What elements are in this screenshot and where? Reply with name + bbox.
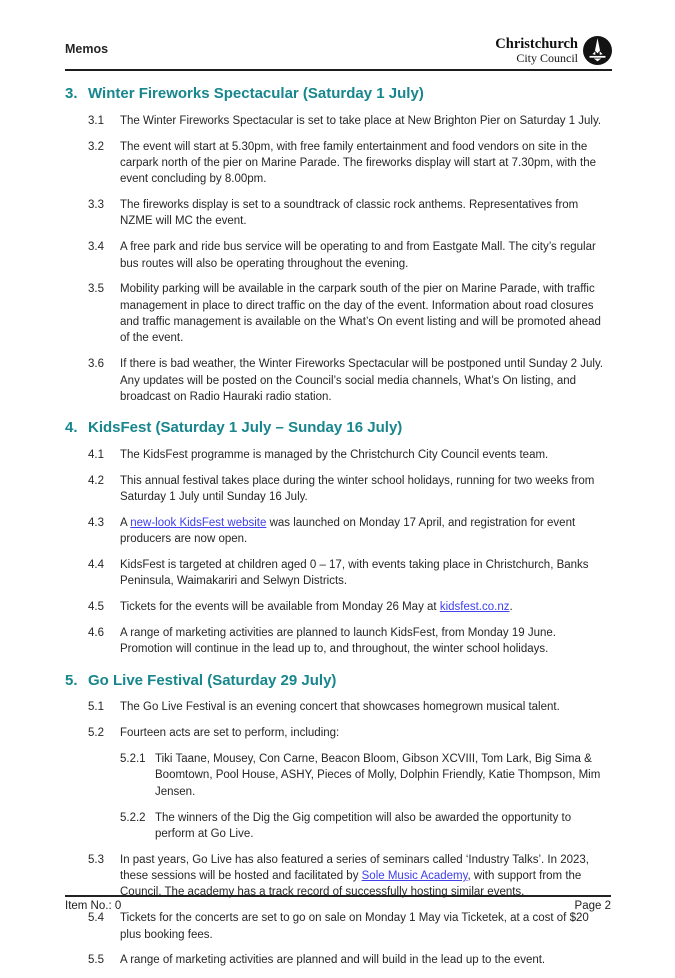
footer-item-number: Item No.: 0 xyxy=(65,900,122,912)
document-title: Memos xyxy=(65,42,109,56)
logo-line1: Christchurch xyxy=(495,35,578,52)
clause-5-2 xyxy=(88,725,611,842)
logo-line2: City Council xyxy=(516,50,578,65)
section-number: 4. xyxy=(65,419,78,437)
subclause-5-2-2 xyxy=(120,810,611,843)
clause-number: 3.2 xyxy=(88,140,104,153)
subclause-5-2-1 xyxy=(120,751,611,800)
clause-text-after: was launched on Monday 17 April, and registration for event producers are now open. xyxy=(120,516,576,546)
clause-number: 3.4 xyxy=(88,241,104,254)
clause-text: The Go Live Festival is an evening concert that showcases homegrown musical talent. xyxy=(120,701,560,714)
clause-number: 3.6 xyxy=(88,358,104,371)
section-heading-3 xyxy=(65,85,611,104)
clause-number: 3.3 xyxy=(88,199,104,212)
clause-text-before: In past years, Go Live has also featured a series of seminars called ‘Industry Talks’. In 2023, these sessions will be hosted and facilitated by xyxy=(120,853,589,883)
subclause-text: Tiki Taane, Mousey, Con Carne, Beacon Bloom, Gibson XCVIII, Tom Lark, Big Sima & Boomtown, Pool House, ASHY, Pieces of Molly, Dolphin Friendly, Katie Thompson, Mim Jensen. xyxy=(155,753,601,798)
clause-4-6 xyxy=(88,625,611,658)
council-emblem-icon xyxy=(583,36,612,65)
kidsfest-website-link[interactable]: new-look KidsFest website xyxy=(130,516,267,529)
clause-text xyxy=(120,852,611,901)
clause-number: 5.4 xyxy=(88,912,104,925)
clause-4-3 xyxy=(88,515,611,548)
section-heading-5 xyxy=(65,672,611,691)
subclause-number: 5.2.1 xyxy=(120,753,146,766)
clause-text: The fireworks display is set to a soundtrack of classic rock anthems. Representatives from NZME will MC the event. xyxy=(120,199,579,228)
clause-5-4 xyxy=(88,910,611,943)
clause-text: If there is bad weather, the Winter Fireworks Spectacular will be postponed until Sunday 2 July. Any updates will be posted on the Council’s social media channels, What’s On listing, and broadcast on Radio Hauraki radio station. xyxy=(120,358,604,403)
clause-number: 4.5 xyxy=(88,601,104,614)
section-title: Winter Fireworks Spectacular (Saturday 1 July) xyxy=(88,85,424,102)
subclause-number: 5.2.2 xyxy=(120,811,146,824)
clause-text: The Winter Fireworks Spectacular is set to take place at New Brighton Pier on Saturday 1 July. xyxy=(120,114,602,127)
clause-text xyxy=(120,725,611,842)
clause-5-5 xyxy=(88,952,611,968)
clause-text xyxy=(120,599,611,615)
clause-5-3 xyxy=(88,852,611,901)
clause-number: 4.3 xyxy=(88,516,104,529)
clause-number: 3.5 xyxy=(88,283,104,296)
clause-text: KidsFest is targeted at children aged 0 – 17, with events taking place in Christchurch, Banks Peninsula, Waimakariri and Selwyn Districts. xyxy=(120,559,589,588)
sole-music-academy-link[interactable]: Sole Music Academy xyxy=(361,870,468,883)
footer-page-number: Page 2 xyxy=(574,900,611,912)
clause-4-5 xyxy=(88,599,611,615)
clause-3-3 xyxy=(88,197,611,230)
clause-4-4 xyxy=(88,557,611,590)
clause-text-before: Fourteen acts are set to perform, including: xyxy=(120,727,340,740)
clause-text: The event will start at 5.30pm, with free family entertainment and food vendors on site in the carpark north of the pier on Marine Parade. The fireworks display will start at 7.30pm, with the event concluding by 8.00pm. xyxy=(120,140,596,186)
clause-3-6 xyxy=(88,356,611,405)
clause-3-4 xyxy=(88,239,611,272)
clause-3-1 xyxy=(88,113,611,129)
clause-number: 5.5 xyxy=(88,954,104,967)
clause-number: 4.6 xyxy=(88,627,104,640)
kidsfest-tickets-link[interactable]: kidsfest.co.nz xyxy=(439,601,510,614)
page-footer xyxy=(65,895,611,912)
memo-content xyxy=(65,71,611,978)
clause-5-1 xyxy=(88,699,611,715)
clause-text: Mobility parking will be available in the carpark south of the pier on Marine Parade, with traffic management in place to direct traffic on the day of the event. Information about road closures and traffic management is available on the What’s On event listing and will be promoted ahead of the event. xyxy=(120,283,601,345)
clause-text: Tickets for the concerts are set to go on sale on Monday 1 May via Ticketek, at a cost of $20 plus booking fees. xyxy=(120,912,589,941)
section-number: 5. xyxy=(65,671,78,689)
council-logo xyxy=(495,36,612,65)
clause-text-after: . xyxy=(509,601,513,614)
subclause-text: The winners of the Dig the Gig competition will also be awarded the opportunity to perform at Go Live. xyxy=(155,811,572,840)
clause-3-2 xyxy=(88,139,611,188)
clause-number: 5.2 xyxy=(88,727,104,740)
clause-number: 5.3 xyxy=(88,853,104,866)
clause-text: A range of marketing activities are planned and will build in the lead up to the event. xyxy=(120,954,546,967)
page-header xyxy=(65,0,612,71)
clause-number: 4.1 xyxy=(88,448,104,461)
council-logo-text xyxy=(495,37,578,65)
section-title: Go Live Festival (Saturday 29 July) xyxy=(88,671,337,689)
clause-text: A free park and ride bus service will be operating to and from Eastgate Mall. The city’s regular bus routes will also be operating throughout the evening. xyxy=(120,241,596,270)
clause-text xyxy=(120,515,611,548)
section-number: 3. xyxy=(65,85,78,102)
clause-4-2 xyxy=(88,473,611,506)
clause-text: The KidsFest programme is managed by the Christchurch City Council events team. xyxy=(120,448,549,461)
clause-text-before: A xyxy=(120,516,131,529)
section-title: KidsFest (Saturday 1 July – Sunday 16 July) xyxy=(88,419,403,437)
clause-text-after: , with support from the Council. The academy has a track record of successfully hosting similar events. xyxy=(120,870,582,899)
clause-number: 5.1 xyxy=(88,701,104,714)
clause-number: 3.1 xyxy=(88,114,104,127)
section-heading-4 xyxy=(65,419,611,438)
clause-text: This annual festival takes place during the winter school holidays, running for two weeks from Saturday 1 July until Sunday 16 July. xyxy=(120,474,595,504)
clause-3-5 xyxy=(88,281,611,346)
clause-text-before: Tickets for the events will be available from Monday 26 May at xyxy=(120,601,440,614)
clause-number: 4.2 xyxy=(88,474,104,487)
clause-4-1 xyxy=(88,447,611,463)
clause-text: A range of marketing activities are planned to launch KidsFest, from Monday 19 June. Promotion will continue in the lead up to, and throughout, the winter school holidays. xyxy=(120,627,556,656)
clause-number: 4.4 xyxy=(88,559,104,572)
